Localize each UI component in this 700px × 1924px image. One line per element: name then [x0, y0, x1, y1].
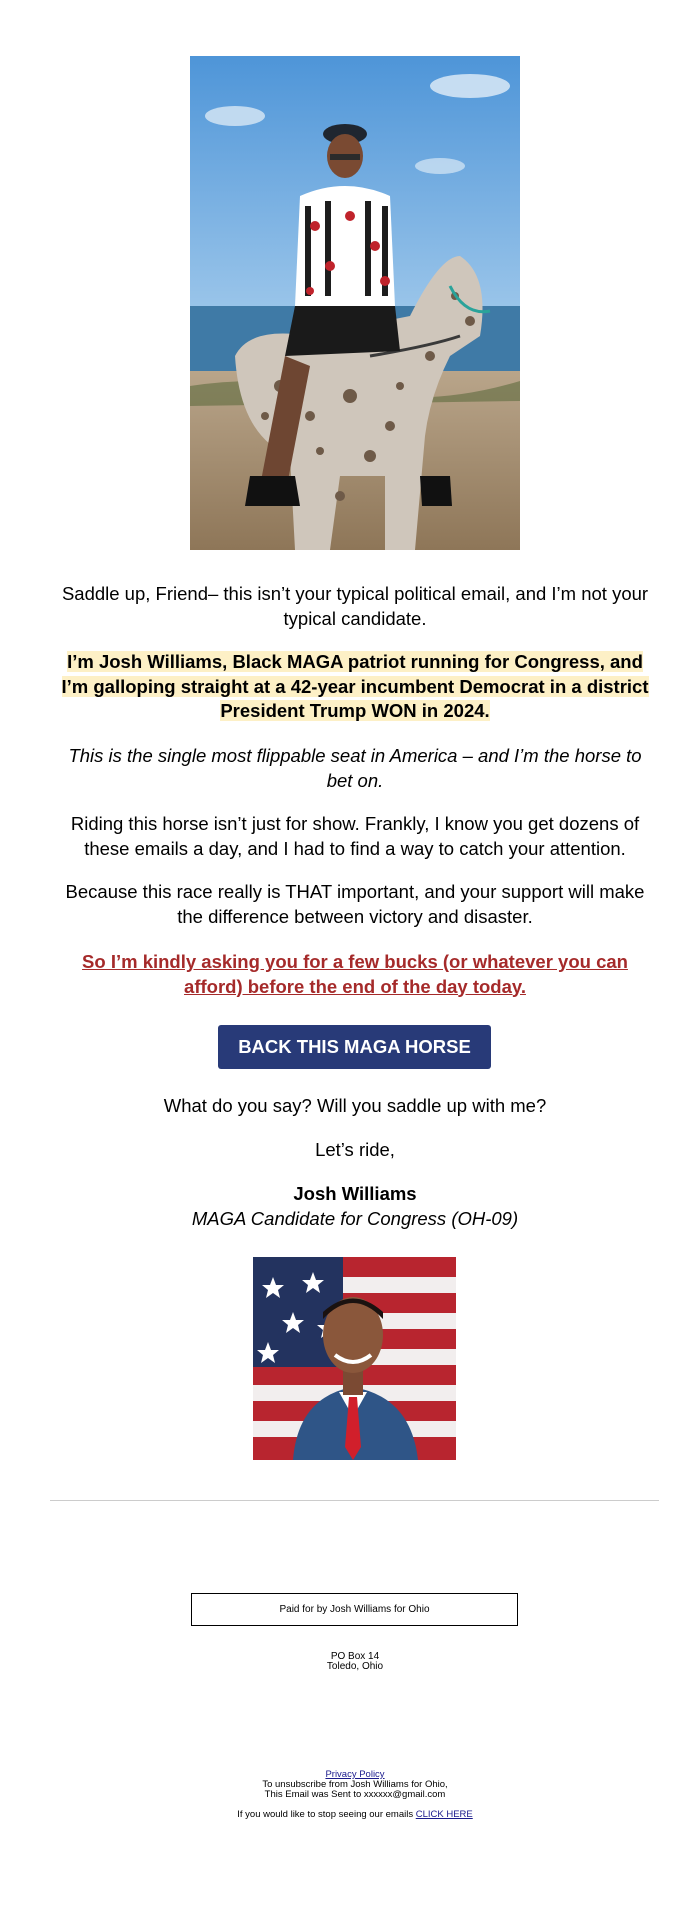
signature-name: Josh Williams [293, 1183, 417, 1204]
question-paragraph: What do you say? Will you saddle up with me? [163, 1095, 547, 1116]
highlight-paragraph [55, 650, 655, 724]
stop-emails-text: If you would like to stop seeing our emails [237, 1809, 414, 1820]
intro-paragraph: Saddle up, Friend– this isn’t your typical political email, and I’m not your typical candidate. [61, 583, 649, 629]
sent-to-text: This Email was Sent to xxxxxx@gmail.com [264, 1789, 446, 1800]
ask-paragraph [55, 950, 655, 999]
footer-divider [50, 1500, 659, 1501]
closing-line: Let’s ride, [315, 1139, 395, 1160]
paid-for-disclaimer: Paid for by Josh Williams for Ohio [191, 1593, 518, 1626]
back-this-maga-horse-button[interactable]: BACK THIS MAGA HORSE [218, 1025, 491, 1069]
address-line-1: PO Box 14 [330, 1651, 380, 1662]
importance-paragraph: Because this race really is THAT important, and your support will make the difference between victory and disaster. [65, 881, 645, 927]
unsubscribe-text: To unsubscribe from Josh Williams for Ohio, [262, 1779, 448, 1790]
highlight-text: I’m Josh Williams, Black MAGA patriot running for Congress, and I’m galloping straight at a 42-year incumbent Democrat in a district President Trump WON in 2024. [61, 651, 649, 721]
rider-on-horse-image [190, 56, 520, 550]
privacy-policy-link[interactable]: Privacy Policy [325, 1769, 385, 1780]
address-line-2: Toledo, Ohio [326, 1661, 384, 1672]
headshot-flag-image [253, 1257, 456, 1460]
candidate-headshot [253, 1257, 456, 1460]
donate-ask-link[interactable]: So I’m kindly asking you for a few bucks (or whatever you can afford) before the end of the day today. [82, 951, 628, 997]
hero-photo [190, 56, 520, 550]
stop-emails-row [105, 1809, 605, 1820]
italic-paragraph: This is the single most flippable seat in America – and I’m the horse to bet on. [68, 745, 642, 791]
riding-paragraph: Riding this horse isn’t just for show. Frankly, I know you get dozens of these emails a day, and I had to find a way to catch your attention. [70, 813, 640, 859]
signature-title: MAGA Candidate for Congress (OH-09) [191, 1208, 519, 1229]
click-here-link[interactable]: CLICK HERE [415, 1809, 473, 1820]
